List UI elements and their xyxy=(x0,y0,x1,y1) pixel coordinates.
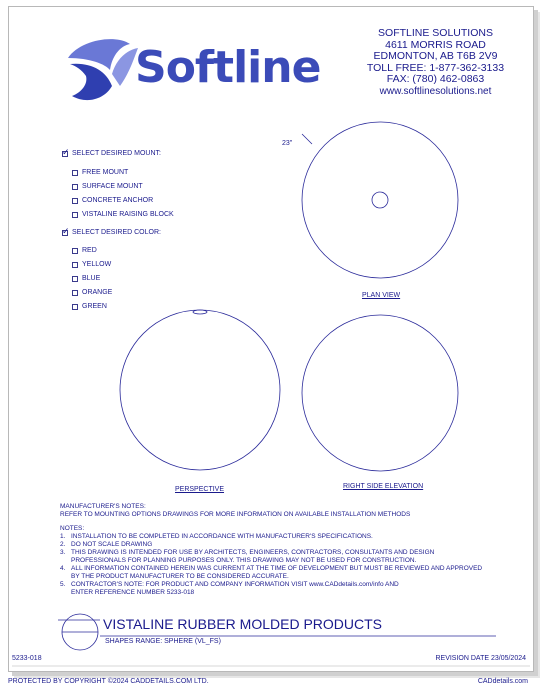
perspective-circle xyxy=(120,310,280,470)
revision-date: REVISION DATE 23/05/2024 xyxy=(435,655,526,662)
caddetails-link[interactable]: CADdetails.com xyxy=(477,678,528,685)
right-side-elevation-label: RIGHT SIDE ELEVATION xyxy=(343,483,424,490)
reference-number: 5233-018 xyxy=(12,655,42,662)
drawing-title: VISTALINE RUBBER MOLDED PRODUCTS xyxy=(103,616,383,632)
color-option-orange[interactable]: ORANGE xyxy=(72,289,112,296)
dimension-label: 23" xyxy=(282,140,293,147)
perspective-hole xyxy=(193,310,207,314)
notes-section xyxy=(60,503,500,597)
color-option-green[interactable]: GREEN xyxy=(72,303,107,310)
plan-view-label: PLAN VIEW xyxy=(362,292,401,299)
company-toll-free: TOLL FREE: 1-877-362-3133 xyxy=(366,61,505,74)
mount-option-concrete[interactable]: CONCRETE ANCHOR xyxy=(72,197,153,204)
perspective-label: PERSPECTIVE xyxy=(175,486,225,493)
mount-option-raising-block[interactable]: VISTALINE RAISING BLOCK xyxy=(72,211,174,218)
manufacturer-notes-heading: MANUFACTURER'S NOTES: xyxy=(60,503,146,510)
note-item: 2. DO NOT SCALE DRAWING xyxy=(60,541,153,548)
dimension-leader xyxy=(302,134,312,144)
logo-wordmark: Softline xyxy=(135,42,321,93)
color-option-yellow[interactable]: YELLOW xyxy=(72,261,111,268)
color-option-blue[interactable]: BLUE xyxy=(72,275,100,282)
color-option-red[interactable]: RED xyxy=(72,247,97,254)
drawing-subtitle: SHAPES RANGE: SPHERE (VL_FS) xyxy=(105,638,221,645)
company-fax: FAX: (780) 462-0863 xyxy=(386,73,485,85)
title-block xyxy=(58,612,496,652)
notes-heading: NOTES: xyxy=(60,525,85,532)
mount-option-surface[interactable]: SURFACE MOUNT xyxy=(72,183,143,190)
company-address-2: EDMONTON, AB T6B 2V9 xyxy=(373,50,498,62)
mount-heading[interactable]: ✓ SELECT DESIRED MOUNT: xyxy=(62,150,161,157)
note-item: 5. CONTRACTOR'S NOTE: FOR PRODUCT AND COMPANY INFORMATION VISIT www.CADdetails.com/info AND ENTER REFERENCE NUMBER 5233-018 xyxy=(60,581,399,596)
mount-option-free[interactable]: FREE MOUNT xyxy=(72,169,128,176)
copyright-notice: PROTECTED BY COPYRIGHT ©2024 CADDETAILS.COM LTD. xyxy=(8,678,209,685)
color-heading[interactable]: ✓ SELECT DESIRED COLOR: xyxy=(62,229,161,236)
company-url[interactable]: www.softlinesolutions.net xyxy=(379,85,492,97)
company-name: SOFTLINE SOLUTIONS xyxy=(378,27,493,39)
manufacturer-notes-text: REFER TO MOUNTING OPTIONS DRAWINGS FOR MORE INFORMATION ON AVAILABLE INSTALLATION METHODS xyxy=(60,511,411,518)
plan-view-center-hole xyxy=(372,192,388,208)
note-item: 4. ALL INFORMATION CONTAINED HEREIN WAS CURRENT AT THE TIME OF DEVELOPMENT BUT MUST BE REVIEWED AND APPROVED BY THE PRODUCT MANUFACTURER TO BE CONSIDERED ACCURATE. xyxy=(60,565,483,580)
company-address-1: 4611 MORRIS ROAD xyxy=(385,38,486,51)
right-side-circle xyxy=(302,315,458,471)
plan-view-circle xyxy=(302,122,458,278)
note-item: 1. INSTALLATION TO BE COMPLETED IN ACCORDANCE WITH MANUFACTURER'S SPECIFICATIONS. xyxy=(60,533,373,540)
note-item: 3. THIS DRAWING IS INTENDED FOR USE BY ARCHITECTS, ENGINEERS, CONTRACTORS, CONSULTANTS AND DESIGN PROFESSIONALS FOR PLANNING PURPOSES ONLY. THIS DRAWING MAY NOT BE USED FOR CONSTRUCTION. xyxy=(60,549,435,564)
